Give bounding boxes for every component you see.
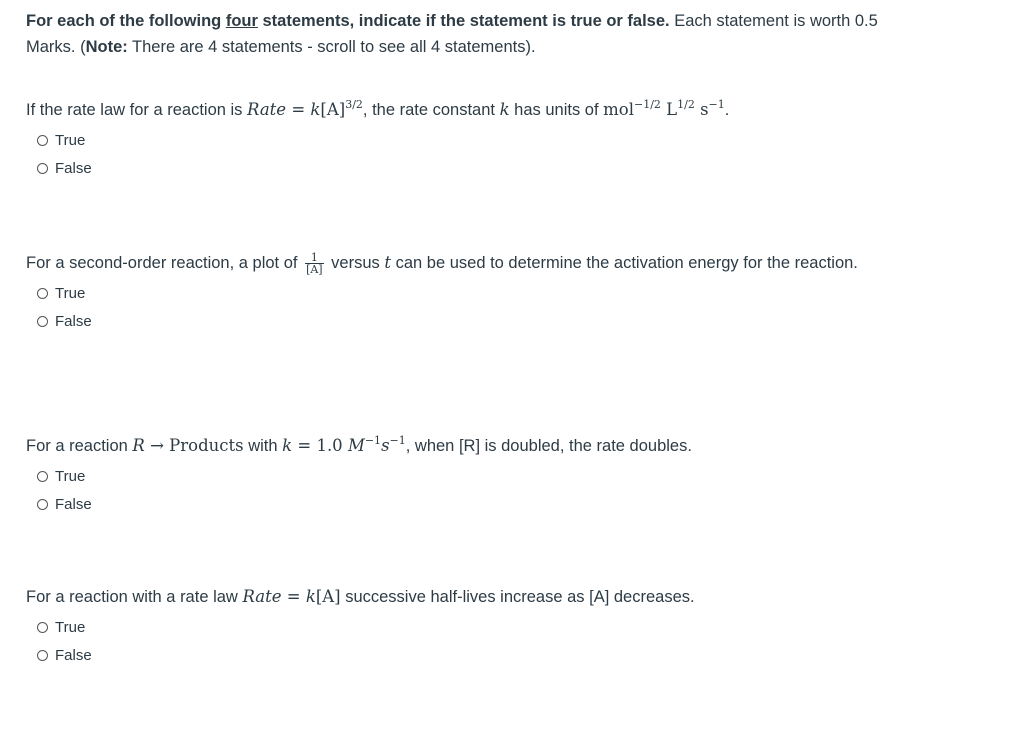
q1-option-true[interactable]: True (37, 126, 926, 154)
q4-option-false[interactable]: False (37, 641, 926, 669)
question-1-text: If the rate law for a reaction is Rate = $k[A]^{3/2}$, the rate constant k has units of mol$^{-1/2}$ $L^{1/2}$ $s^{-1}$. (26, 98, 730, 119)
question-2 (26, 247, 876, 335)
instructions: For each of the following four statements, indicate if the statement is true or false. Each statement is worth 0.5 Marks. (Note: There are 4 statements - scroll to see all 4 statements). (26, 12, 878, 56)
q4-option-true[interactable]: True (37, 613, 926, 641)
radio-button[interactable] (37, 622, 48, 633)
q2-option-true[interactable]: True (37, 279, 876, 307)
q3-option-false[interactable]: False (37, 490, 926, 518)
question-3 (26, 430, 926, 518)
radio-button[interactable] (37, 471, 48, 482)
fraction: $\frac{1}{[A]}$ (306, 251, 323, 277)
question-4 (26, 581, 926, 669)
radio-button[interactable] (37, 135, 48, 146)
radio-button[interactable] (37, 288, 48, 299)
question-4-text: For a reaction with a rate law Rate = k[A] successive half-lives increase as [A] decreases. (26, 587, 695, 606)
radio-button[interactable] (37, 650, 48, 661)
question-3-text: For a reaction R → Products with k = 1.0 $M^{-1}s^{-1}$, when [R] is doubled, the rate doubles. (26, 434, 692, 455)
q2-option-false[interactable]: False (37, 307, 876, 335)
radio-button[interactable] (37, 316, 48, 327)
q3-option-true[interactable]: True (37, 462, 926, 490)
radio-button[interactable] (37, 163, 48, 174)
q1-option-false[interactable]: False (37, 154, 926, 182)
emphasis-four: four (225, 12, 258, 30)
question-2-text: For a second-order reaction, a plot of $\frac{1}{[A]}$ versus t can be used to determine the activation energy for the reaction. (26, 251, 858, 277)
radio-button[interactable] (37, 499, 48, 510)
question-1 (26, 94, 926, 182)
